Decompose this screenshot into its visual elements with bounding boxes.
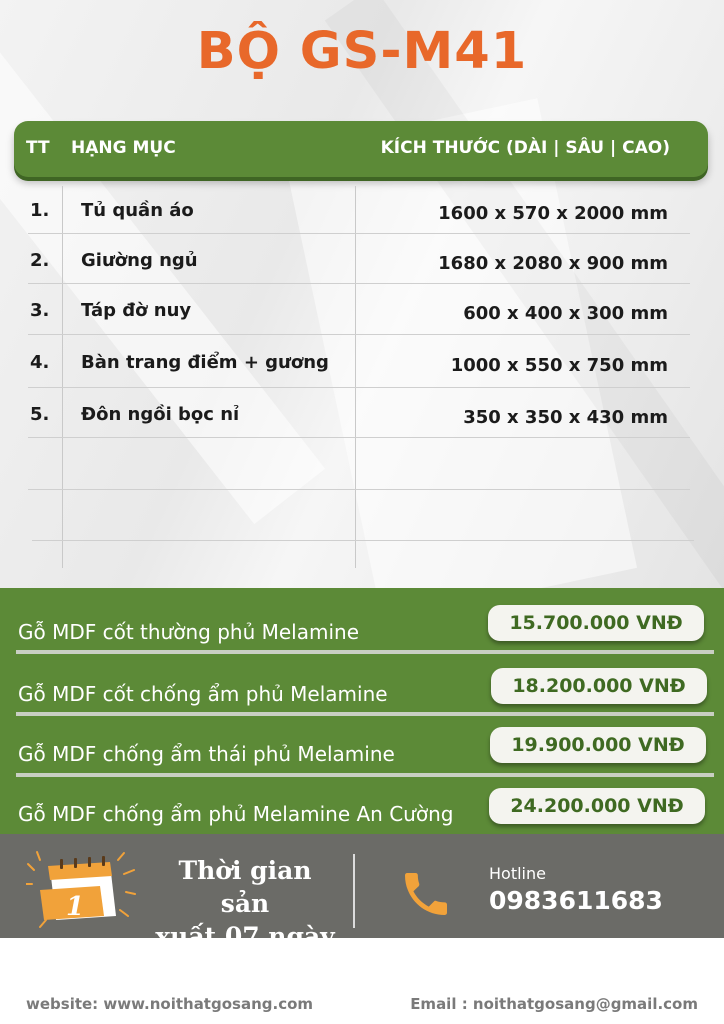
price-label: Gỗ MDF chống ẩm thái phủ Melamine	[18, 742, 395, 766]
row-name: Giường ngủ	[81, 250, 198, 271]
page-title: BỘ GS-M41	[196, 22, 528, 81]
row-separator	[28, 233, 690, 234]
row-name: Bàn trang điểm + gương	[81, 352, 329, 373]
row-dimensions: 1000 x 550 x 750 mm	[450, 355, 668, 376]
row-separator	[28, 489, 690, 490]
price-separator	[16, 650, 714, 654]
header-size: KÍCH THƯỚC (DÀI | SÂU | CAO)	[380, 138, 670, 158]
price-badge: 24.200.000 VNĐ	[489, 788, 705, 824]
row-name: Tủ quần áo	[81, 200, 194, 221]
row-name: Táp đờ nuy	[81, 300, 192, 321]
price-row	[0, 658, 724, 718]
price-badge: 15.700.000 VNĐ	[488, 605, 704, 641]
row-separator	[28, 437, 690, 438]
row-number: 4.	[30, 352, 50, 373]
table-row	[0, 404, 724, 454]
price-list	[0, 588, 724, 834]
email-link[interactable]: Email : noithatgosang@gmail.com	[410, 995, 698, 1013]
production-time-line2: xuất 07 ngày	[155, 922, 335, 951]
row-number: 2.	[30, 250, 50, 271]
row-separator	[28, 387, 690, 388]
row-dimensions: 1600 x 570 x 2000 mm	[438, 203, 668, 224]
table-header	[14, 121, 708, 177]
price-label: Gỗ MDF cốt chống ẩm phủ Melamine	[18, 682, 388, 706]
price-row	[0, 718, 724, 778]
table-row	[0, 250, 724, 300]
table-row	[0, 300, 724, 350]
furniture-table	[0, 186, 724, 576]
production-info-band	[0, 834, 724, 951]
row-number: 3.	[30, 300, 50, 321]
row-number: 5.	[30, 404, 50, 425]
calendar-number: 1	[66, 892, 85, 922]
table-row	[0, 200, 724, 250]
website-link[interactable]: website: www.noithatgosang.com	[26, 995, 314, 1013]
row-number: 1.	[30, 200, 50, 221]
footer-divider	[353, 854, 355, 928]
row-dimensions: 350 x 350 x 430 mm	[463, 407, 668, 428]
price-row	[0, 596, 724, 656]
row-separator	[28, 334, 690, 335]
price-label: Gỗ MDF cốt thường phủ Melamine	[18, 620, 359, 644]
calendar-icon	[26, 850, 136, 930]
hotline-number[interactable]: 0983611683	[489, 886, 663, 915]
header-tt: TT	[26, 138, 50, 158]
price-separator	[16, 712, 714, 716]
header-item: HẠNG MỤC	[71, 138, 176, 158]
hotline-label: Hotline	[489, 864, 546, 883]
row-dimensions: 600 x 400 x 300 mm	[463, 303, 668, 324]
table-row	[0, 352, 724, 402]
price-label: Gỗ MDF chống ẩm phủ Melamine An Cường	[18, 802, 454, 826]
production-time	[150, 854, 340, 953]
row-dimensions: 1680 x 2080 x 900 mm	[438, 253, 668, 274]
production-time-line1: Thời gian sản	[178, 856, 312, 918]
price-separator	[16, 773, 714, 777]
price-row	[0, 778, 724, 838]
row-name: Đôn ngồi bọc nỉ	[81, 404, 240, 425]
row-separator	[32, 540, 694, 541]
phone-icon	[398, 866, 454, 922]
price-badge: 18.200.000 VNĐ	[491, 668, 707, 704]
row-separator	[28, 283, 690, 284]
price-badge: 19.900.000 VNĐ	[490, 727, 706, 763]
